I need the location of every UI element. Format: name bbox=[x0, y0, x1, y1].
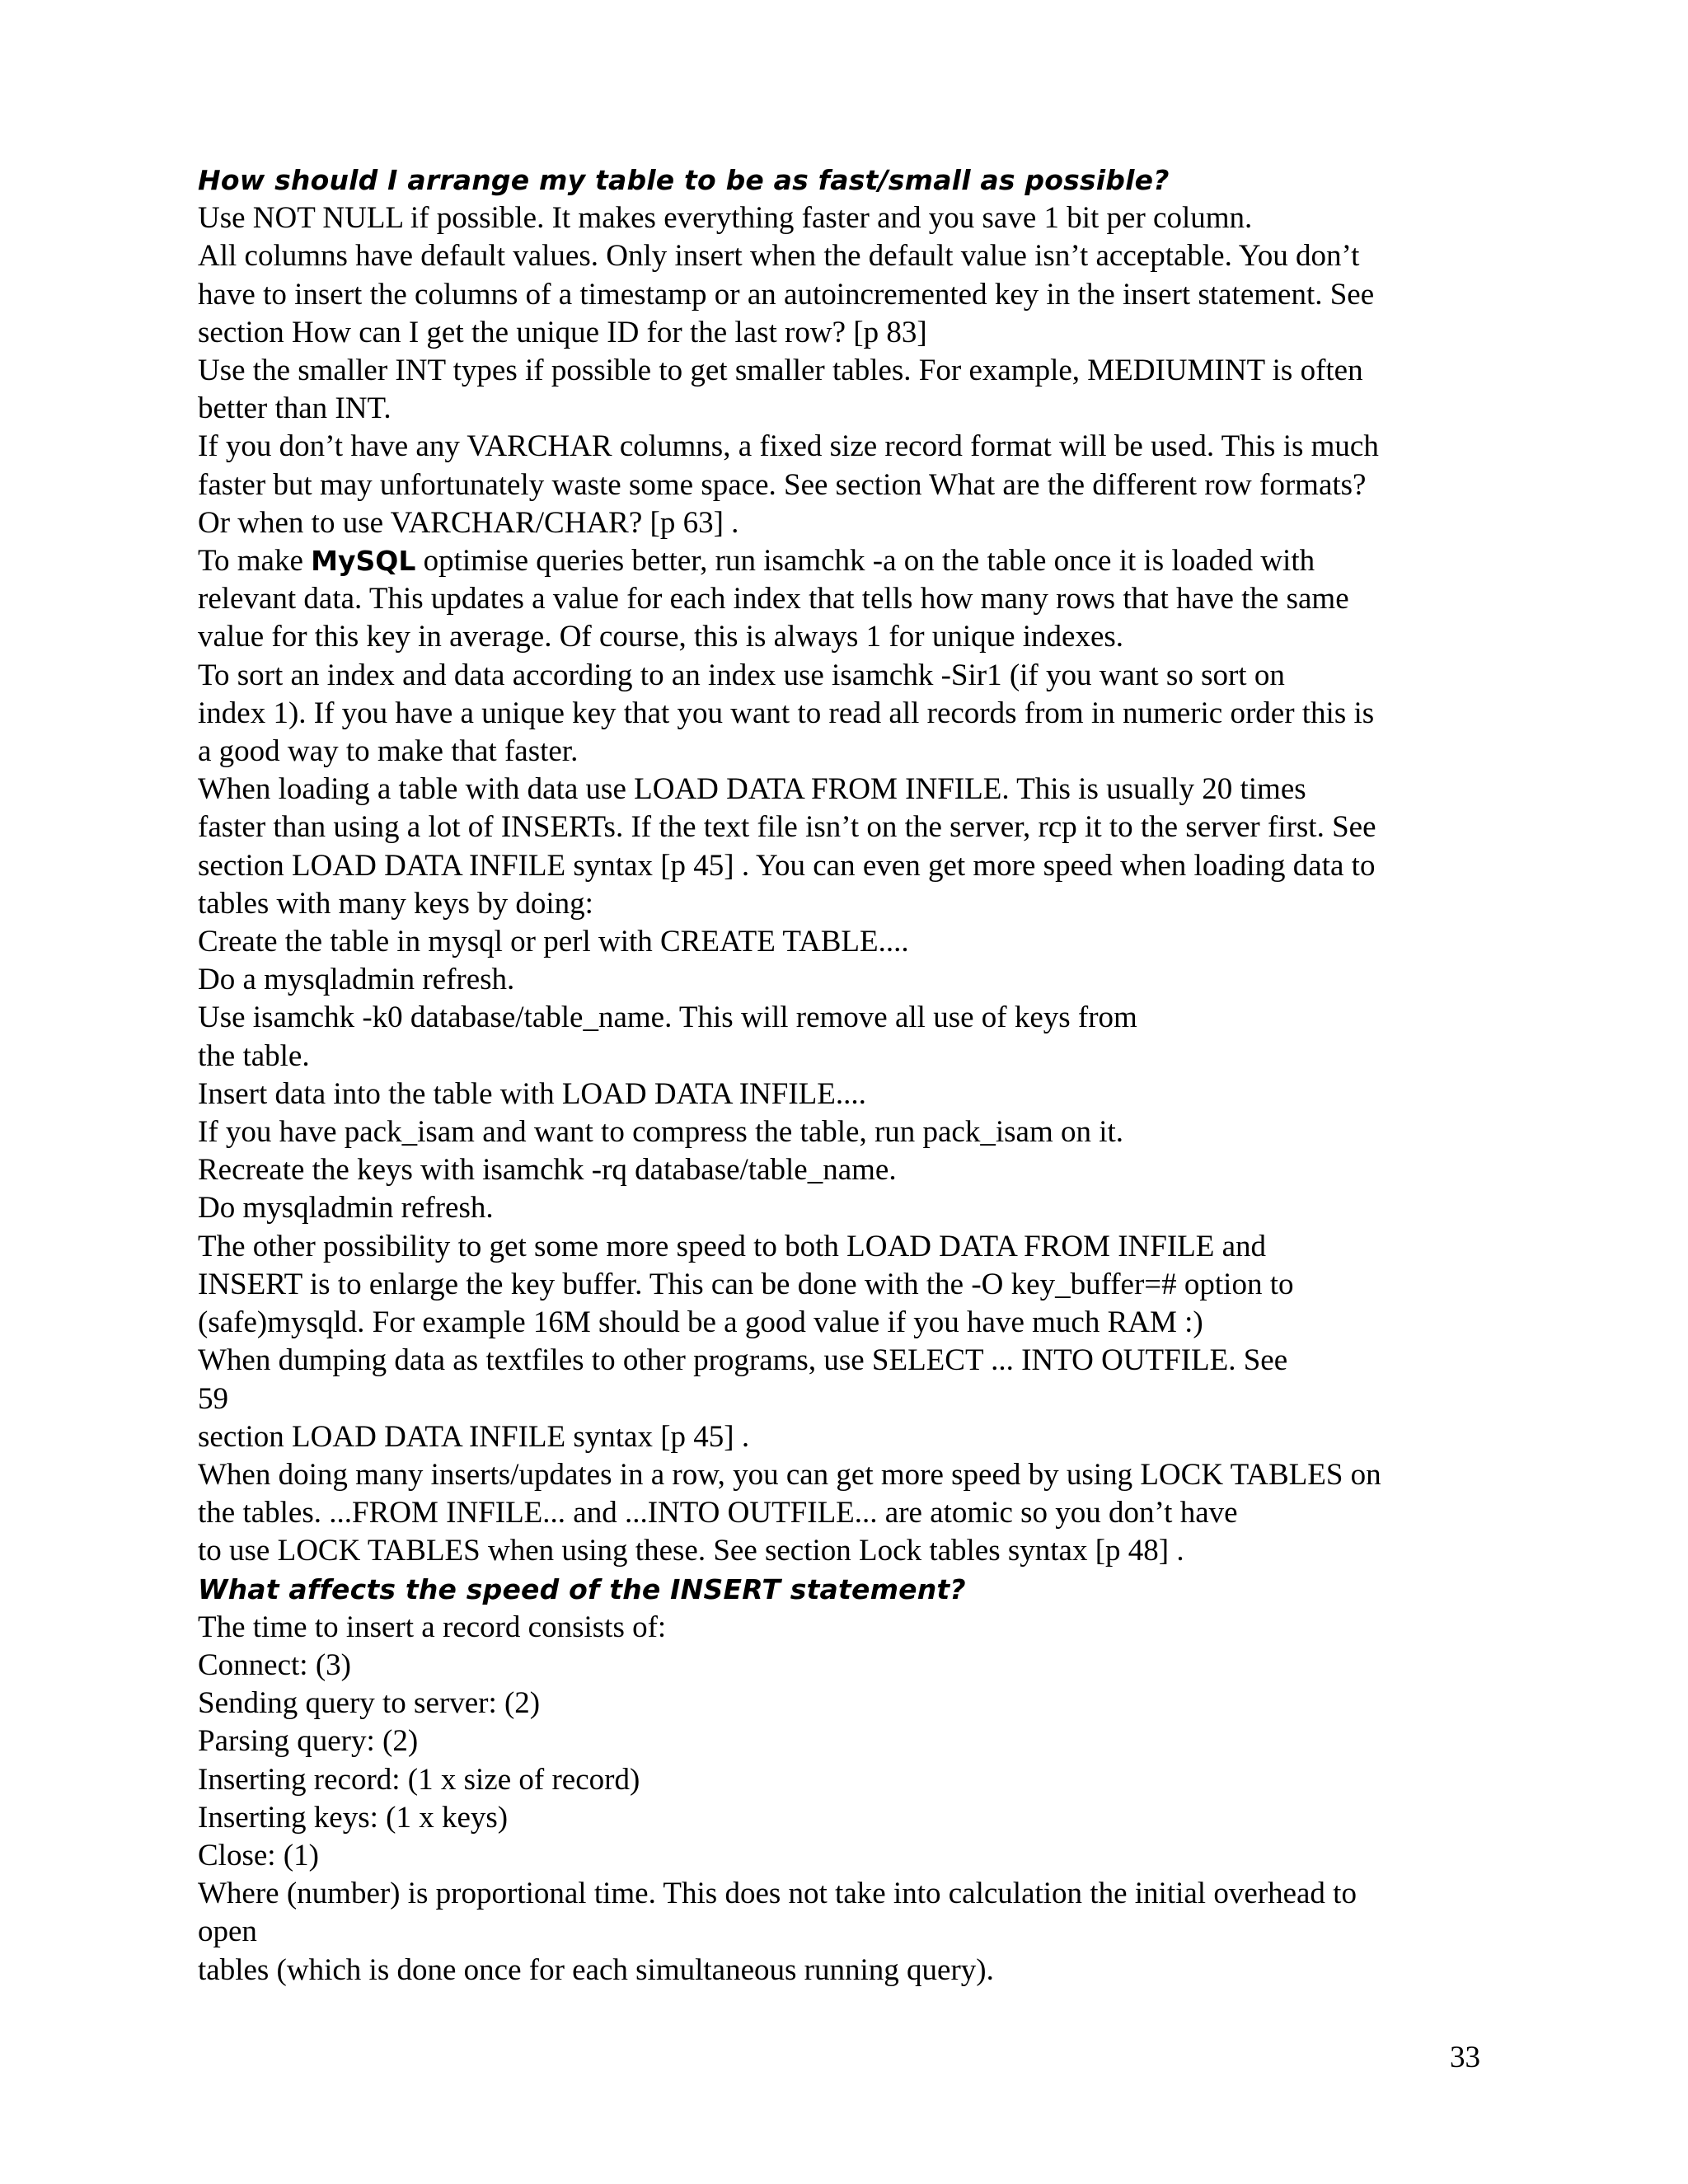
text-line: relevant data. This updates a value for each index that tells how many rows that have the same bbox=[198, 582, 1349, 616]
text-fragment: optimise queries better, run isamchk -a on the table once it is loaded with bbox=[415, 544, 1315, 579]
text-line: the table. bbox=[198, 1038, 310, 1073]
text-line: tables (which is done once for each simultaneous running query). bbox=[198, 1952, 994, 1987]
text-line: to use LOCK TABLES when using these. See section Lock tables syntax [p 48] . bbox=[198, 1534, 1184, 1568]
section-heading-table-arrangement: How should I arrange my table to be as fast/small as possible? bbox=[198, 164, 1170, 196]
section-body-2 bbox=[198, 1609, 1500, 1990]
text-line: When doing many inserts/updates in a row, you can get more speed by using LOCK TABLES on bbox=[198, 1457, 1381, 1492]
text-line: the tables. ...FROM INFILE... and ...INTO OUTFILE... are atomic so you don’t have bbox=[198, 1496, 1238, 1530]
text-line: The time to insert a record consists of: bbox=[198, 1610, 667, 1644]
mysql-brand-name: MySQL bbox=[311, 545, 416, 578]
text-line: Inserting record: (1 x size of record) bbox=[198, 1762, 640, 1797]
text-line: have to insert the columns of a timestamp or an autoincremented key in the insert statement. See bbox=[198, 277, 1375, 312]
text-line: Use NOT NULL if possible. It makes everything faster and you save 1 bit per column. bbox=[198, 201, 1253, 236]
text-line: Connect: (3) bbox=[198, 1647, 351, 1682]
text-line: All columns have default values. Only insert when the default value isn’t acceptable. You don’t bbox=[198, 239, 1360, 274]
text-line: a good way to make that faster. bbox=[198, 734, 579, 769]
text-line: If you have pack_isam and want to compress the table, run pack_isam on it. bbox=[198, 1115, 1124, 1150]
text-line: section How can I get the unique ID for the last row? [p 83] bbox=[198, 315, 927, 349]
text-line-mysql bbox=[198, 542, 1500, 580]
text-fragment: To make bbox=[198, 544, 312, 579]
text-line: section LOAD DATA INFILE syntax [p 45] . bbox=[198, 1419, 750, 1454]
text-line: faster but may unfortunately waste some space. See section What are the different row formats? bbox=[198, 467, 1367, 502]
text-line: Where (number) is proportional time. This does not take into calculation the initial overhead to bbox=[198, 1877, 1357, 1911]
text-line: To sort an index and data according to an index use isamchk -Sir1 (if you want so sort on bbox=[198, 658, 1285, 692]
text-line: The other possibility to get some more speed to both LOAD DATA FROM INFILE and bbox=[198, 1229, 1267, 1263]
text-line: section LOAD DATA INFILE syntax [p 45] . You can even get more speed when loading data to bbox=[198, 848, 1376, 883]
document-page bbox=[198, 162, 1500, 1990]
text-line: tables with many keys by doing: bbox=[198, 886, 593, 921]
text-line: Create the table in mysql or perl with CREATE TABLE.... bbox=[198, 925, 909, 959]
text-line: Sending query to server: (2) bbox=[198, 1686, 541, 1721]
text-line: Inserting keys: (1 x keys) bbox=[198, 1800, 509, 1835]
section-body-1 bbox=[198, 199, 1500, 1570]
text-line: open bbox=[198, 1915, 257, 1949]
text-line: Do mysqladmin refresh. bbox=[198, 1191, 494, 1226]
text-line: faster than using a lot of INSERTs. If the text file isn’t on the server, rcp it to the server first. See bbox=[198, 810, 1376, 845]
text-line: When loading a table with data use LOAD DATA FROM INFILE. This is usually 20 times bbox=[198, 772, 1306, 807]
text-line: index 1). If you have a unique key that you want to read all records from in numeric order this is bbox=[198, 696, 1375, 730]
text-line: INSERT is to enlarge the key buffer. This can be done with the -O key_buffer=# option to bbox=[198, 1267, 1294, 1301]
text-line: 59 bbox=[198, 1381, 228, 1416]
text-line: Insert data into the table with LOAD DATA INFILE.... bbox=[198, 1076, 866, 1111]
text-line: Close: (1) bbox=[198, 1838, 319, 1872]
text-line: Or when to use VARCHAR/CHAR? [p 63] . bbox=[198, 505, 739, 540]
text-line: Recreate the keys with isamchk -rq database/table_name. bbox=[198, 1153, 897, 1188]
text-line: If you don’t have any VARCHAR columns, a fixed size record format will be used. This is much bbox=[198, 429, 1379, 464]
text-line: When dumping data as textfiles to other programs, use SELECT ... INTO OUTFILE. See bbox=[198, 1343, 1288, 1378]
text-line: Use isamchk -k0 database/table_name. This will remove all use of keys from bbox=[198, 1001, 1137, 1035]
section-heading-insert-speed: What affects the speed of the INSERT statement? bbox=[198, 1572, 966, 1605]
text-line: Use the smaller INT types if possible to get smaller tables. For example, MEDIUMINT is often bbox=[198, 354, 1363, 388]
text-line: better than INT. bbox=[198, 391, 392, 426]
text-line: Do a mysqladmin refresh. bbox=[198, 963, 515, 997]
page-number: 33 bbox=[1450, 2041, 1480, 2074]
text-line: (safe)mysqld. For example 16M should be a good value if you have much RAM :) bbox=[198, 1305, 1203, 1340]
text-line: value for this key in average. Of course, this is always 1 for unique indexes. bbox=[198, 620, 1124, 654]
text-line: Parsing query: (2) bbox=[198, 1724, 419, 1759]
